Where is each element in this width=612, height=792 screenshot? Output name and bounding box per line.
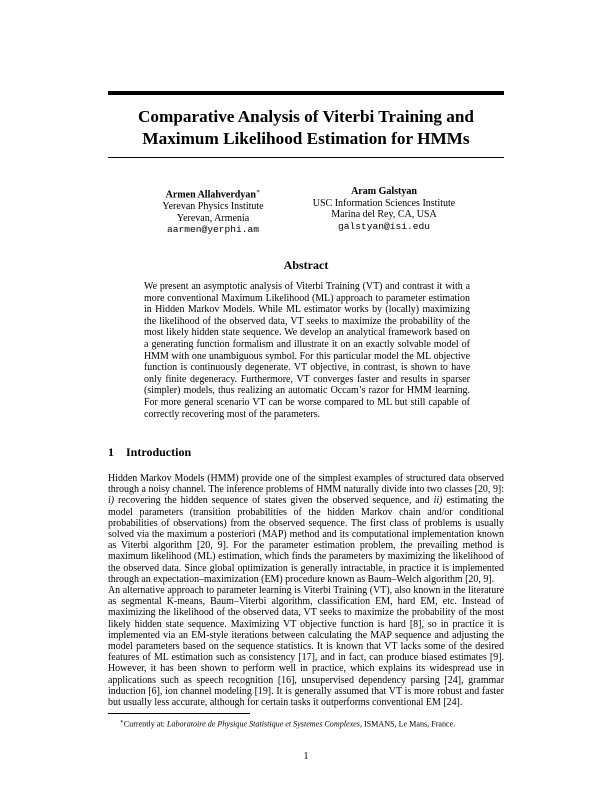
intro-paragraph-1: Hidden Markov Models (HMM) provide one of the simplest examples of structured data observed through a noisy channel. The inference problems of HMM naturally divide into two classes [20, 9]: i) recovering the hidden sequence of states given the observed sequence, and ii) estimating the model parameters (transition probabilities of the hidden Markov chain and/or conditional probabilities of observations) from the observed sequence. The first class of problems is usually solved via the maximum a posteriori (MAP) method and its computational implementation known as Viterbi algorithm [20, 9]. For the parameter estimation problem, the prevailing method is maximum likelihood (ML) estimation, which finds the parameters by maximizing the likelihood of the observed data. Since global optimization is generally intractable, in practice it is implemented through an expectation–maximization (EM) procedure known as Baum–Welch algorithm [20, 9]. — [108, 473, 504, 585]
title-line-1: Comparative Analysis of Viterbi Training and — [138, 107, 474, 126]
author-affiliation: Yerevan Physics Institute — [162, 200, 264, 212]
author-affiliation: USC Information Sciences Institute — [312, 197, 456, 209]
intro-paragraph-2: An alternative approach to parameter learning is Viterbi Training (VT), also known in the literature as segmental K-means, Baum–Viterbi algorithm, classification EM, hard EM, etc. Instead of maximizing the likelihood of the observed data, VT seeks to maximize the probability of the most likely hidden state sequence. Maximizing VT objective function is hard [8], so in practice it is implemented via an EM-style iterations between calculating the MAP sequence and adjusting the model parameters based on the sequence statistics. It is known that VT lacks some of the desired features of ML estimation such as consistency [17], and in fact, can produce biased estimates [9]. However, it has been shown to perform well in practice, which explains its widespread use in applications such as speech recognition [16], unsupervised dependency parsing [24], grammar induction [6], ion channel modeling [19]. It is generally assumed that VT is more robust and faster but usually less accurate, although for certain tasks it outperforms conventional EM [24]. — [108, 585, 504, 709]
section-number: 1 — [108, 445, 114, 459]
section-heading — [108, 445, 191, 460]
author-email: aarmen@yerphi.am — [166, 224, 260, 236]
footnote-mark: ∗ — [255, 188, 261, 195]
title-bottom-rule — [108, 157, 504, 158]
abstract-text: We present an asymptotic analysis of Viterbi Training (VT) and contrast it with a more conventional Maximum Likelihood (ML) approach to parameter estimation in Hidden Markov Models. While ML estimator works by (locally) maximizing the likelihood of the observed data, VT seeks to maximize the probability of the most likely hidden state sequence. We develop an analytical framework based on a generating function formalism and illustrate it on an exactly solvable model of HMM with one unambiguous symbol. For this particular model the ML objective function is continuously degenerate. VT objective, in contrast, is shown to have only finite degeneracy. Furthermore, VT converges faster and results in sparser (simpler) models, thus realizing an automatic Occam’s razor for HMM learning. For more general scenario VT can be worse compared to ML but still capable of correctly recovering most of the parameters. — [144, 281, 470, 420]
title-line-2: Maximum Likelihood Estimation for HMMs — [142, 129, 470, 148]
title-top-rule — [108, 91, 504, 95]
author-email: galstyan@isi.edu — [337, 220, 431, 232]
page-number: 1 — [303, 751, 309, 762]
footnote: ∗Currently at: Laboratoire de Physique Statistique et Systemes Complexes, ISMANS, Le Mans, France. — [120, 719, 456, 729]
author-block-2 — [304, 186, 464, 232]
author-location: Marina del Rey, CA, USA — [331, 209, 437, 221]
author-location: Yerevan, Armenia — [176, 212, 250, 224]
footnote-rule — [108, 713, 250, 714]
author-name: Armen Allahverdyan∗ — [165, 188, 261, 201]
paper-title — [108, 106, 504, 150]
section-title: Introduction — [126, 445, 192, 459]
author-name: Aram Galstyan — [351, 186, 417, 197]
abstract-heading: Abstract — [283, 258, 329, 272]
author-block-1 — [126, 186, 300, 236]
